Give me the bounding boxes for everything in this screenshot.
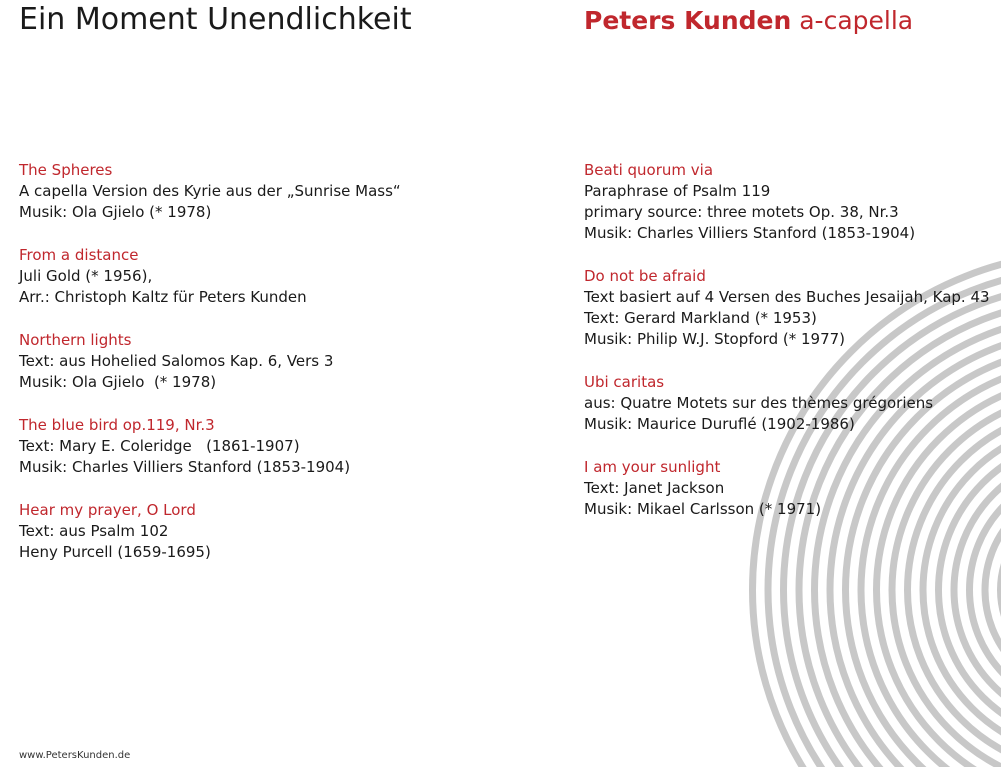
piece-title: I am your sunlight xyxy=(584,458,721,476)
program-piece xyxy=(584,266,996,350)
program-piece xyxy=(19,160,559,223)
right-program-column xyxy=(584,160,996,542)
program-piece xyxy=(584,457,996,520)
piece-detail-line: Text basiert auf 4 Versen des Buches Jesaijah, Kap. 43 xyxy=(584,288,990,306)
piece-detail-line: Musik: Charles Villiers Stanford (1853-1904) xyxy=(584,224,916,242)
piece-detail-line: Musik: Philip W.J. Stopford (* 1977) xyxy=(584,330,846,348)
piece-detail-line: Arr.: Christoph Kaltz für Peters Kunden xyxy=(19,288,307,306)
piece-title: From a distance xyxy=(19,246,139,264)
piece-detail-line: Musik: Ola Gjielo (* 1978) xyxy=(19,373,217,391)
brand-subtitle: a-capella xyxy=(799,6,914,35)
page-title: Ein Moment Unendlichkeit xyxy=(19,2,412,37)
piece-title: The Spheres xyxy=(19,161,113,179)
piece-detail-line: Musik: Maurice Duruflé (1902-1986) xyxy=(584,415,855,433)
piece-detail-line: Musik: Ola Gjielo (* 1978) xyxy=(19,203,212,221)
program-piece xyxy=(584,160,996,244)
brand-heading xyxy=(584,6,913,35)
program-piece xyxy=(19,245,559,308)
piece-detail-line: Text: Mary E. Coleridge (1861-1907) xyxy=(19,437,300,455)
brand-name: Peters Kunden xyxy=(584,6,792,35)
program-piece xyxy=(19,415,559,478)
piece-detail-line: Text: aus Psalm 102 xyxy=(19,522,169,540)
piece-title: Do not be afraid xyxy=(584,267,706,285)
piece-detail-line: Juli Gold (* 1956), xyxy=(19,267,153,285)
piece-title: Northern lights xyxy=(19,331,132,349)
piece-title: Hear my prayer, O Lord xyxy=(19,501,196,519)
program-piece xyxy=(584,372,996,435)
piece-detail-line: Musik: Charles Villiers Stanford (1853-1904) xyxy=(19,458,351,476)
piece-title: Ubi caritas xyxy=(584,373,665,391)
program-piece xyxy=(19,330,559,393)
left-program-column xyxy=(19,160,559,585)
piece-detail-line: Text: aus Hohelied Salomos Kap. 6, Vers 3 xyxy=(19,352,334,370)
piece-detail-line: Heny Purcell (1659-1695) xyxy=(19,543,211,561)
piece-detail-line: primary source: three motets Op. 38, Nr.3 xyxy=(584,203,899,221)
footer-url: www.PetersKunden.de xyxy=(19,750,131,761)
piece-detail-line: Text: Janet Jackson xyxy=(584,479,725,497)
piece-detail-line: A capella Version des Kyrie aus der „Sunrise Mass“ xyxy=(19,182,401,200)
piece-title: Beati quorum via xyxy=(584,161,714,179)
piece-detail-line: Text: Gerard Markland (* 1953) xyxy=(584,309,817,327)
piece-title: The blue bird op.119, Nr.3 xyxy=(19,416,215,434)
piece-detail-line: aus: Quatre Motets sur des thèmes grégoriens xyxy=(584,394,934,412)
piece-detail-line: Paraphrase of Psalm 119 xyxy=(584,182,771,200)
piece-detail-line: Musik: Mikael Carlsson (* 1971) xyxy=(584,500,822,518)
program-piece xyxy=(19,500,559,563)
